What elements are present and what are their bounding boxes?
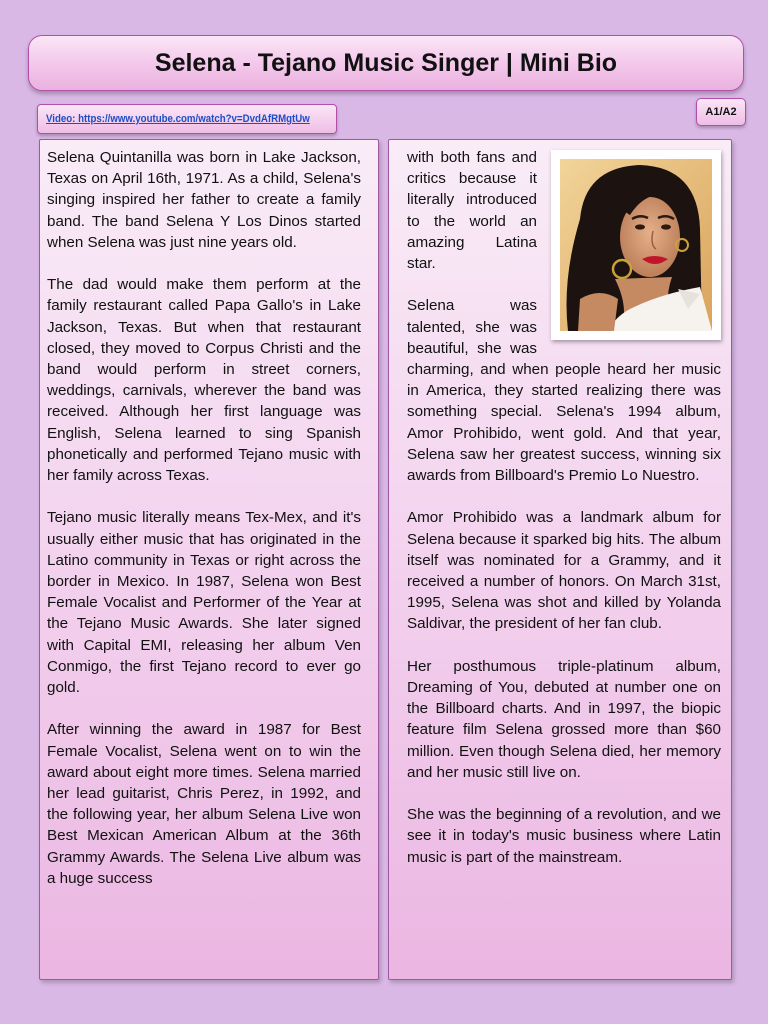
paragraph: with both fans and critics because it literally introduced to the world an amazing Latina star. — [407, 149, 537, 273]
paragraph: After winning the award in 1987 for Best Female Vocalist, Selena went on to win the award about eight more times. Selena married her lead guitarist, Chris Perez, in 1992, and the following year, her album Selena Live won Best Mexican American Album at the 36th Grammy Awards. The Selena Live album was a huge success — [47, 721, 361, 887]
level-badge: A1/A2 — [696, 98, 746, 126]
right-column — [388, 139, 732, 980]
paragraph: Selena was talented, she was beautiful, she was charming, and when people heard her music in America, they started realizing there was something special. Selena's 1994 album, Amor Prohibido, went gold. And that year, Selena saw her greatest success, winning six awards from Billboard's Premio Lo Nuestro. — [407, 297, 721, 485]
video-link-box — [37, 104, 337, 134]
video-link[interactable]: Video: https://www.youtube.com/watch?v=DvdAfRMgtUw — [46, 113, 310, 125]
paragraph: The dad would make them perform at the family restaurant called Papa Gallo's in Lake Jackson, Texas. But when that restaurant closed, they moved to Corpus Christi and the band would perform in street corners, weddings, carnivals, wherever the band was received. Although her first language was English, Selena learned to sing Spanish phonetically and performed Tejano music with her family across Texas. — [47, 276, 361, 485]
title-banner — [28, 35, 744, 91]
paragraph: Her posthumous triple-platinum album, Dreaming of You, debuted at number one on the Billboard charts. And in 1997, the biopic feature film Selena grossed more than $60 million. Even though Selena died, her memory and her music still live on. — [407, 657, 721, 781]
paragraph: Selena Quintanilla was born in Lake Jackson, Texas on April 16th, 1971. As a child, Selena's singing inspired her father to create a family band. The band Selena Y Los Dinos started when Selena was just nine years old. — [47, 149, 361, 251]
page-title: Selena - Tejano Music Singer | Mini Bio — [154, 48, 618, 77]
left-column-text — [47, 147, 361, 910]
left-column — [39, 139, 379, 980]
right-column-text — [407, 147, 721, 889]
paragraph: Amor Prohibido was a landmark album for Selena because it sparked big hits. The album itself was nominated for a Grammy, and it received a number of honors. On March 31st, 1995, Selena was shot and killed by Yolanda Saldivar, the president of her fan club. — [407, 509, 721, 633]
paragraph: Tejano music literally means Tex-Mex, and it's usually either music that has originated in the Latino community in Texas or right across the border in Mexico. In 1987, Selena won Best Female Vocalist and Performer of the Year at the Tejano Music Awards. She later signed with Capital EMI, releasing her album Ven Conmigo, the first Tejano record to ever go gold. — [47, 509, 361, 697]
photo-frame — [551, 150, 721, 340]
paragraph: She was the beginning of a revolution, and we see it in today's music business where Latin music is part of the mainstream. — [407, 806, 721, 866]
portrait-image — [560, 159, 712, 331]
selena-photo — [560, 159, 712, 331]
